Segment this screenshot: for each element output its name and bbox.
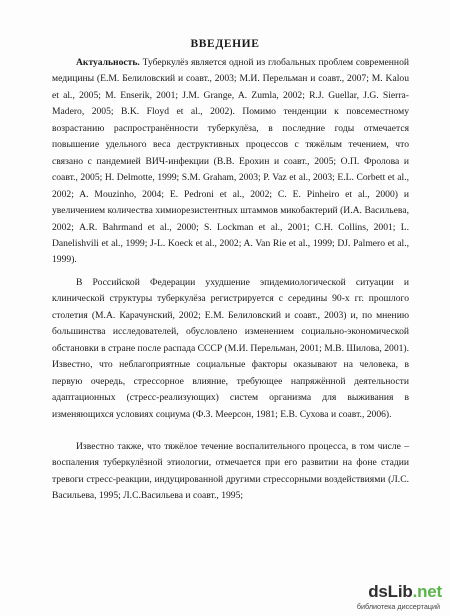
paragraph-russia	[52, 275, 409, 423]
logo-main-text: dsLib	[368, 582, 413, 601]
paragraph-text: Туберкулёз является одной из глобальных проблем современной медицины (Е.М. Белиловский и соавт., 2003; М.И. Перельман и соавт., 2007; M. Kalou et al., 2005; M. Enserik, 2001; J.M. Grange, A. Zumla, 2002; R.J. Guellar, J.G. Sierra-Madero, 2005; B.K. Floyd et al., 2002). Помимо тенденции к повсеместному возрастанию распространённости туберкулёза, в последние годы отмечается повышение удельного веса деструктивных процессов с тяжёлым течением, что связано с пандемией ВИЧ-инфекции (В.В. Ерохин и соавт., 2005; О.П. Фролова и соавт., 2005; H. Delmotte, 1999; S.M. Graham, 2003; P. Vaz et al., 2003; E.L. Corbett et al., 2002; A. Mouzinho, 2004; E. Pedroni et al., 2002; C. E. Pinheiro et al., 2000) и увеличением количества химиорезистентных штаммов микобактерий (И.А. Васильева, 2002; A.R. Bahrmand et al., 2000; S. Lockman et al., 2001; C.H. Collins, 2001; L. Danelishvili et al., 1999; J-L. Koeck et al., 2002; A. Van Rie et al., 1999; DJ. Palmero et al., 1999).	[52, 57, 409, 266]
paragraph-text: В Российской Федерации ухудшение эпидемиологической ситуации и клинической структуры туберкулёза регистрируется с середины 90-х гг. прошлого столетия (М.А. Карачунский, 2002; Е.М. Белиловский и соавт., 2003) и, по мнению большинства исследователей, обусловлено изменением социально-экономической обстановки в стране после распада СССР (М.И. Перельман, 2001; М.В. Шилова, 2001). Известно, что неблагоприятные социальные факторы оказывают на человека, в первую очередь, стрессорное влияние, требующее напряжённой деятельности адаптационных (стресс-реализующих) систем организма для выживания в изменяющихся условиях социума (Ф.З. Меерсон, 1981; Е.В. Сухова и соавт., 2006).	[52, 276, 410, 420]
paragraph-relevance	[52, 55, 409, 269]
watermark-caption: библиотека диссертаций	[356, 602, 440, 611]
dslib-logo	[368, 582, 442, 602]
page-title: ВВЕДЕНИЕ	[190, 38, 260, 50]
logo-accent-text: .net	[412, 582, 442, 601]
paragraph-lead: Актуальность.	[76, 57, 140, 68]
site-watermark	[324, 582, 444, 612]
paragraph-inflammation	[52, 439, 409, 505]
paragraph-text: Известно также, что тяжёлое течение воспалительного процесса, в том числе – воспаления туберкулёзной этиологии, отмечается при его развитии на фоне стадии тревоги стресс-реакции, индуцированной другими стрессорными воздействиями (Л.С. Васильева, 1995; Л.С.Васильева и соавт., 1995;	[52, 440, 409, 502]
document-body	[52, 55, 409, 505]
